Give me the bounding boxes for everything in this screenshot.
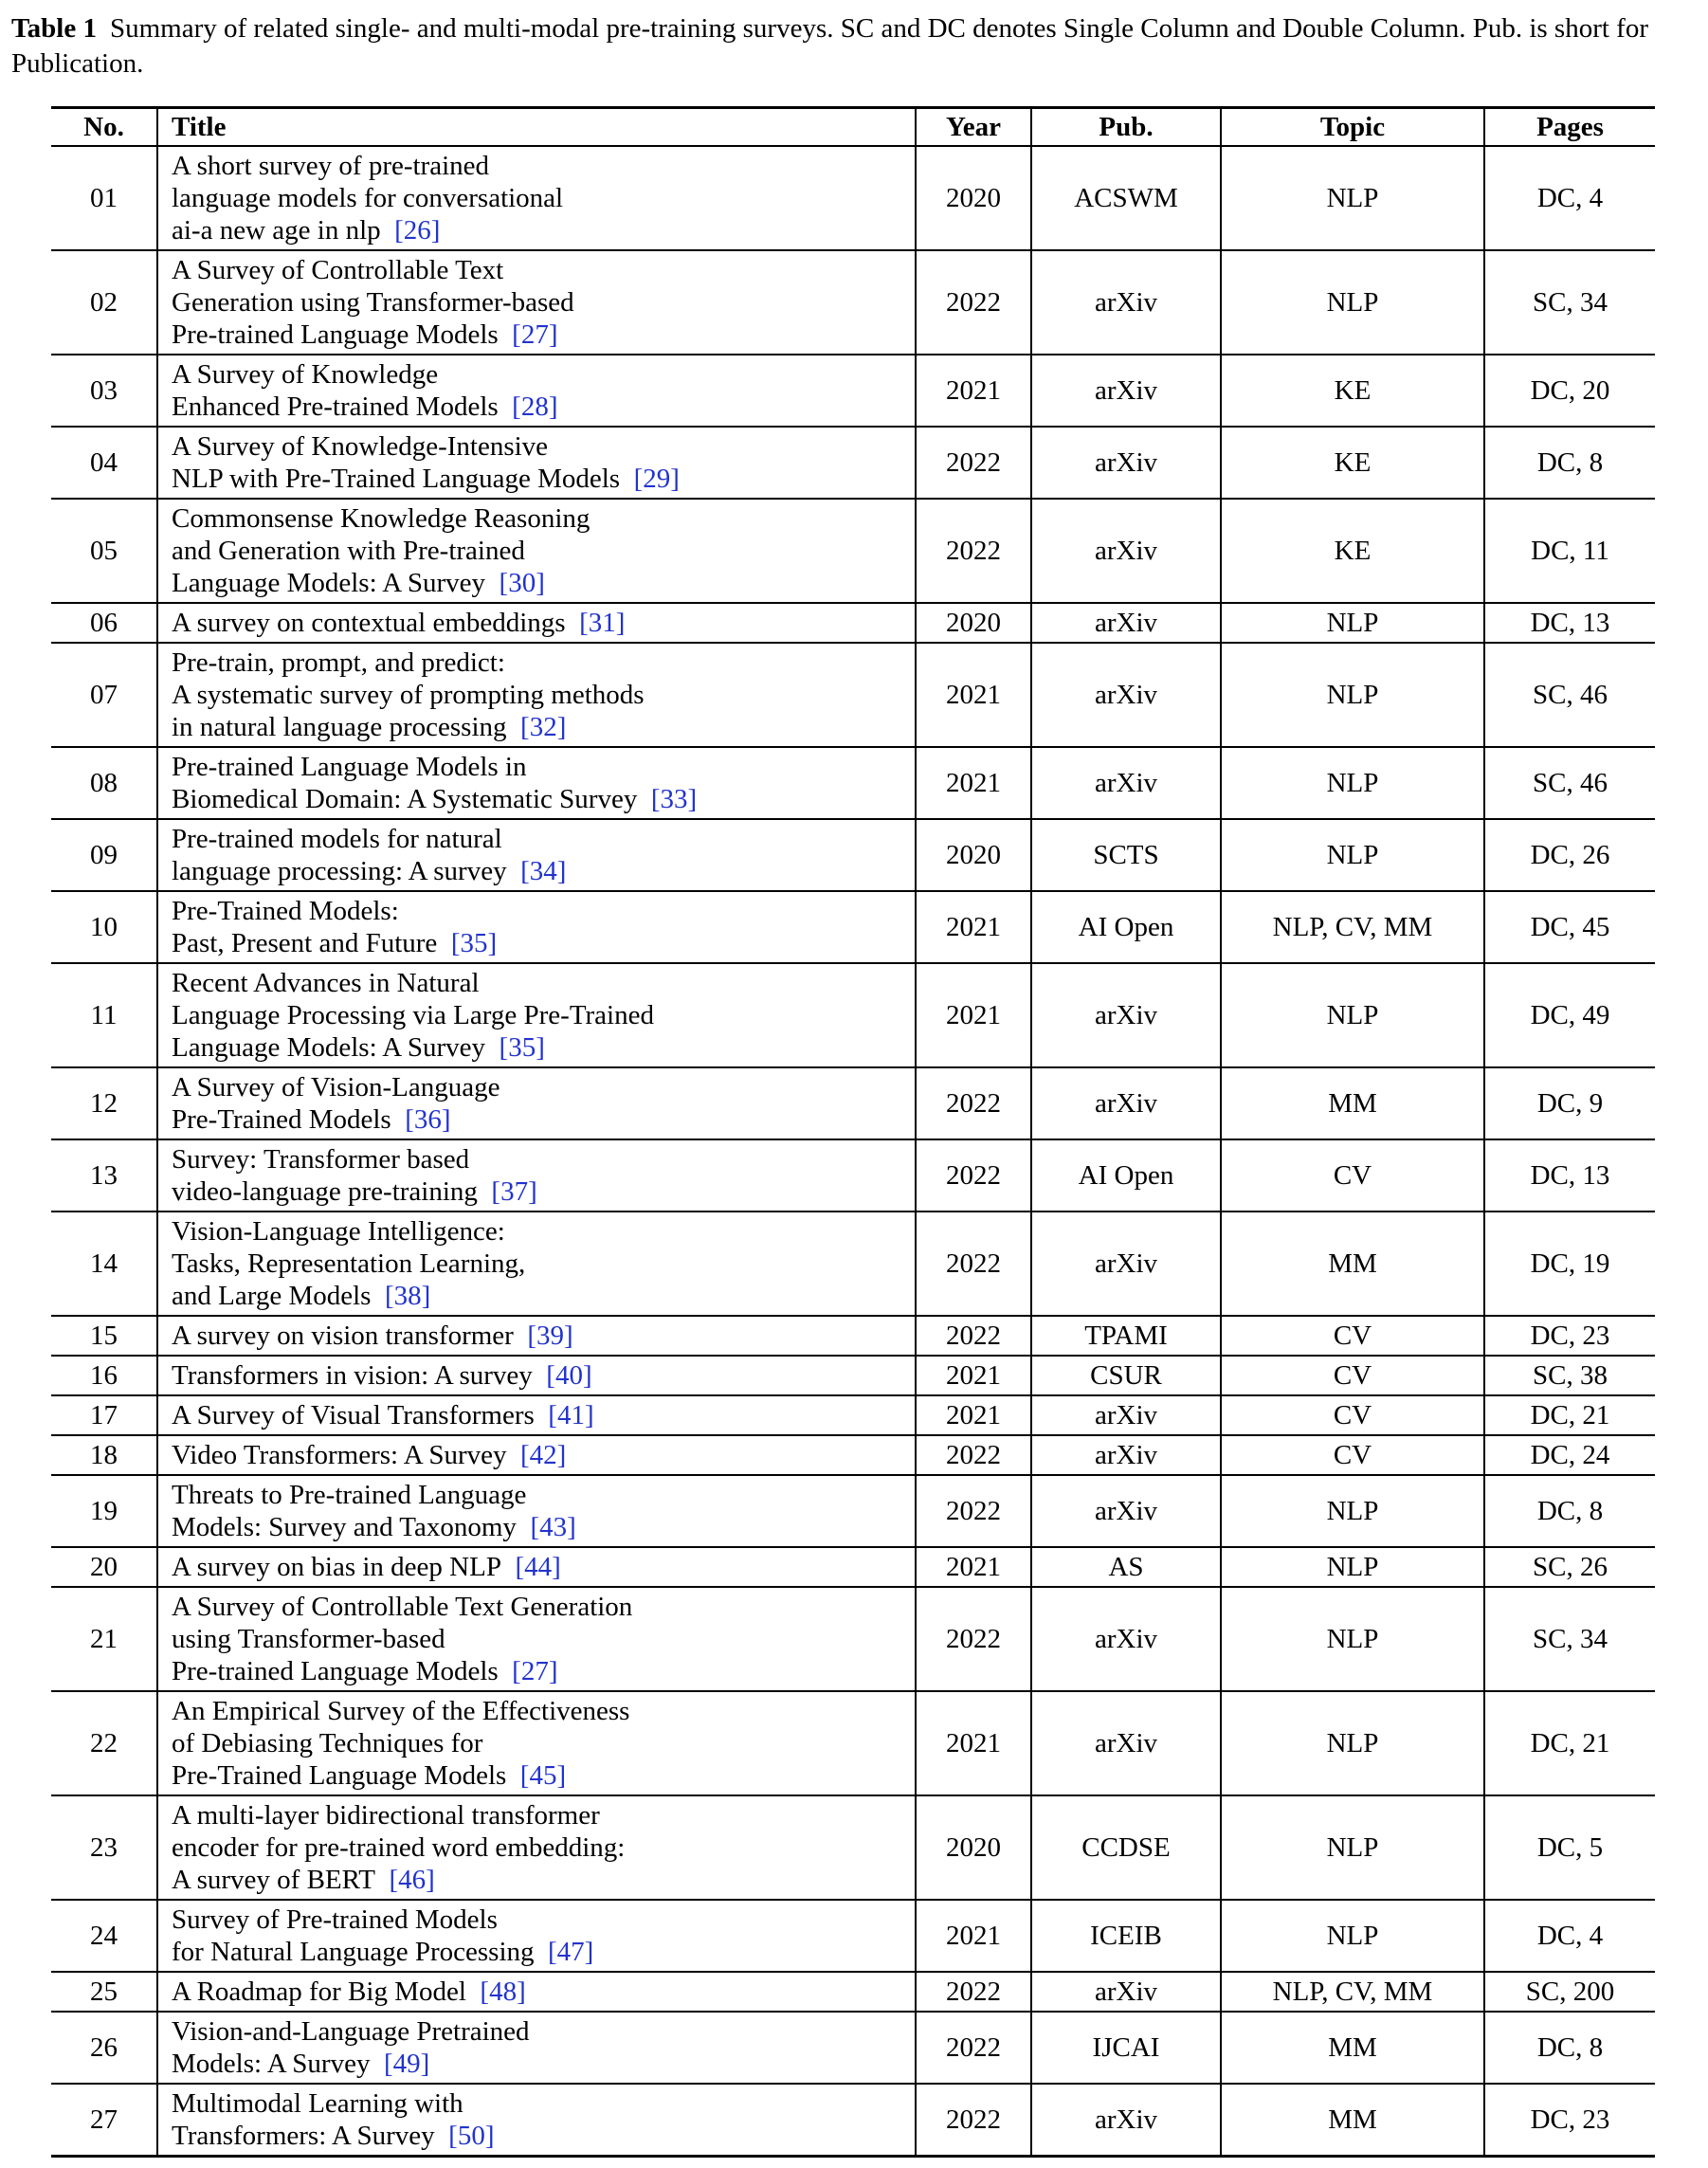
citation-link[interactable]: [38] [384,1281,431,1311]
title-line: A Survey of Controllable Text Generation [172,1592,633,1622]
title-line: video-language pre-training [37] [172,1176,537,1207]
pages-cell: DC, 13 [1484,1139,1655,1212]
citation-link[interactable]: [36] [405,1104,451,1135]
row-number: 24 [51,1900,157,1972]
pub-cell: SCTS [1031,819,1221,891]
pages-cell: SC, 26 [1484,1547,1655,1587]
surveys-table [51,106,1655,2158]
title-line: A Roadmap for Big Model [48] [172,1977,526,2007]
table-row [51,1067,1655,1139]
table-row [51,1972,1655,2012]
title-line: Pre-trained Language Models [27] [172,319,558,350]
title-line: Survey of Pre-trained Models [172,1904,498,1935]
table-caption-text: Summary of related single- and multi-modal pre-training surveys. SC and DC denotes Single Column and Double Column. Pub. is short for Publication. [11,13,1648,79]
year-cell: 2021 [916,891,1031,963]
paper-title-cell [157,250,916,355]
header-title: Title [157,108,916,147]
title-line: using Transformer-based [172,1624,445,1654]
year-cell: 2021 [916,1900,1031,1972]
citation-link[interactable]: [30] [499,568,545,598]
year-cell: 2022 [916,1972,1031,2012]
topic-cell: NLP [1221,963,1484,1067]
pages-cell: DC, 45 [1484,891,1655,963]
title-line: language processing: A survey [34] [172,856,567,886]
year-cell: 2020 [916,146,1031,250]
pub-cell: arXiv [1031,603,1221,643]
year-cell: 2021 [916,1356,1031,1395]
year-cell: 2022 [916,1212,1031,1316]
row-number: 17 [51,1395,157,1435]
topic-cell: NLP [1221,250,1484,355]
row-number: 23 [51,1795,157,1900]
table-row [51,1547,1655,1587]
title-line: A multi-layer bidirectional transformer [172,1800,600,1831]
pages-cell: DC, 23 [1484,1316,1655,1356]
topic-cell: NLP [1221,1587,1484,1691]
title-line: A survey on vision transformer [39] [172,1321,573,1351]
topic-cell: KE [1221,355,1484,427]
year-cell: 2021 [916,355,1031,427]
table-row [51,1356,1655,1395]
table-row [51,499,1655,603]
header-topic: Topic [1221,108,1484,147]
title-line: Transformers: A Survey [50] [172,2121,495,2151]
paper-title-cell [157,1316,916,1356]
header-year: Year [916,108,1031,147]
table-row [51,1139,1655,1212]
pages-cell: DC, 49 [1484,963,1655,1067]
title-line: A short survey of pre-trained [172,151,490,181]
topic-cell: CV [1221,1395,1484,1435]
row-number: 15 [51,1316,157,1356]
row-number: 03 [51,355,157,427]
pub-cell: arXiv [1031,1395,1221,1435]
pub-cell: CSUR [1031,1356,1221,1395]
table-caption-label: Table 1 [11,13,97,44]
title-line: Pre-Trained Models [36] [172,1104,451,1135]
title-line: Commonsense Knowledge Reasoning [172,503,591,534]
table-row [51,2012,1655,2084]
row-number: 08 [51,747,157,819]
pages-cell: DC, 8 [1484,1475,1655,1547]
title-line: in natural language processing [32] [172,712,567,742]
year-cell: 2020 [916,603,1031,643]
pages-cell: DC, 4 [1484,146,1655,250]
citation-link[interactable]: [27] [512,1656,558,1686]
table-row [51,1316,1655,1356]
year-cell: 2022 [916,2012,1031,2084]
year-cell: 2022 [916,1435,1031,1475]
table-row [51,1691,1655,1795]
title-line: Video Transformers: A Survey [42] [172,1440,567,1470]
row-number: 22 [51,1691,157,1795]
table-row [51,146,1655,250]
paper-title-cell [157,747,916,819]
title-line: A Survey of Controllable Text [172,255,504,285]
pub-cell: AI Open [1031,891,1221,963]
pub-cell: arXiv [1031,355,1221,427]
table-row [51,1395,1655,1435]
paper-title-cell [157,499,916,603]
citation-link[interactable]: [40] [546,1360,592,1391]
title-line: Tasks, Representation Learning, [172,1248,526,1279]
title-line: Language Processing via Large Pre-Trained [172,1000,654,1030]
citation-link[interactable]: [41] [548,1400,594,1430]
table-row [51,2084,1655,2157]
paper-title-cell [157,2084,916,2157]
title-line: and Large Models [38] [172,1281,431,1311]
title-line: Pre-trained models for natural [172,824,502,854]
table-row [51,891,1655,963]
paper-title-cell [157,1356,916,1395]
row-number: 20 [51,1547,157,1587]
citation-link[interactable]: [34] [520,856,567,886]
citation-link[interactable]: [42] [520,1440,567,1470]
table-row [51,1475,1655,1547]
title-line: of Debiasing Techniques for [172,1728,483,1758]
pages-cell: DC, 5 [1484,1795,1655,1900]
topic-cell: NLP [1221,146,1484,250]
citation-link[interactable]: [27] [512,319,558,350]
table-row [51,747,1655,819]
title-line: Pre-trained Language Models in [172,752,527,782]
row-number: 27 [51,2084,157,2157]
table-row [51,819,1655,891]
table-row [51,355,1655,427]
title-line: for Natural Language Processing [47] [172,1937,594,1967]
paper-title-cell [157,963,916,1067]
citation-link[interactable]: [35] [450,928,498,958]
table-row [51,1212,1655,1316]
pub-cell: ICEIB [1031,1900,1221,1972]
pages-cell: DC, 21 [1484,1395,1655,1435]
year-cell: 2022 [916,1475,1031,1547]
paper-title-cell [157,1435,916,1475]
pages-cell: DC, 23 [1484,2084,1655,2157]
pages-cell: SC, 46 [1484,747,1655,819]
pub-cell: arXiv [1031,2084,1221,2157]
topic-cell: CV [1221,1435,1484,1475]
citation-link[interactable]: [49] [383,2049,430,2079]
citation-link[interactable]: [44] [515,1552,561,1582]
paper-title-cell [157,1395,916,1435]
paper-title-cell [157,1212,916,1316]
year-cell: 2022 [916,499,1031,603]
row-number: 02 [51,250,157,355]
row-number: 14 [51,1212,157,1316]
row-number: 07 [51,643,157,747]
table-row [51,603,1655,643]
pages-cell: SC, 34 [1484,1587,1655,1691]
pages-cell: SC, 46 [1484,643,1655,747]
title-line: Models: Survey and Taxonomy [43] [172,1512,576,1542]
year-cell: 2021 [916,1395,1031,1435]
table-row [51,1587,1655,1691]
topic-cell: NLP [1221,819,1484,891]
title-line: Transformers in vision: A survey [40] [172,1360,592,1391]
pub-cell: arXiv [1031,499,1221,603]
topic-cell: NLP [1221,1795,1484,1900]
citation-link[interactable]: [35] [499,1032,545,1063]
paper-title-cell [157,1972,916,2012]
title-line: Language Models: A Survey [30] [172,568,545,598]
title-line: NLP with Pre-Trained Language Models [29] [172,464,680,494]
year-cell: 2022 [916,1139,1031,1212]
citation-link[interactable]: [50] [448,2121,495,2151]
title-line: Survey: Transformer based [172,1144,470,1175]
row-number: 10 [51,891,157,963]
topic-cell: MM [1221,2084,1484,2157]
year-cell: 2021 [916,963,1031,1067]
pages-cell: SC, 38 [1484,1356,1655,1395]
year-cell: 2021 [916,1691,1031,1795]
header-pub: Pub. [1031,108,1221,147]
pages-cell: DC, 11 [1484,499,1655,603]
row-number: 04 [51,427,157,499]
topic-cell: NLP [1221,747,1484,819]
row-number: 05 [51,499,157,603]
title-line: Pre-trained Language Models [27] [172,1656,558,1686]
header-pages: Pages [1484,108,1655,147]
pages-cell: SC, 200 [1484,1972,1655,2012]
table-body [51,146,1655,2157]
year-cell: 2022 [916,1587,1031,1691]
citation-link[interactable]: [43] [530,1512,576,1542]
pub-cell: CCDSE [1031,1795,1221,1900]
pages-cell: DC, 4 [1484,1900,1655,1972]
paper-title-cell [157,1547,916,1587]
row-number: 11 [51,963,157,1067]
title-line: A Survey of Visual Transformers [41] [172,1400,594,1430]
pub-cell: arXiv [1031,1212,1221,1316]
title-line: Pre-Trained Language Models [45] [172,1760,567,1791]
pub-cell: ACSWM [1031,146,1221,250]
table-head [51,108,1655,147]
topic-cell: NLP, CV, MM [1221,891,1484,963]
year-cell: 2021 [916,747,1031,819]
paper-title-cell [157,819,916,891]
title-line: Pre-Trained Models: [172,896,399,926]
citation-link[interactable]: [46] [389,1865,435,1895]
citation-link[interactable]: [45] [519,1760,567,1791]
row-number: 21 [51,1587,157,1691]
year-cell: 2022 [916,250,1031,355]
table-caption [11,11,1695,82]
pub-cell: arXiv [1031,1067,1221,1139]
header-no: No. [51,108,157,147]
pages-cell: DC, 19 [1484,1212,1655,1316]
year-cell: 2021 [916,1547,1031,1587]
table-row [51,250,1655,355]
paper-title-cell [157,1067,916,1139]
topic-cell: MM [1221,2012,1484,2084]
topic-cell: KE [1221,427,1484,499]
table-row [51,427,1655,499]
pages-cell: DC, 26 [1484,819,1655,891]
pub-cell: TPAMI [1031,1316,1221,1356]
title-line: A survey on bias in deep NLP [44] [172,1552,561,1582]
pub-cell: arXiv [1031,1691,1221,1795]
pages-cell: DC, 24 [1484,1435,1655,1475]
title-line: Models: A Survey [49] [172,2049,430,2079]
pub-cell: AS [1031,1547,1221,1587]
paper-title-cell [157,1475,916,1547]
paper-title-cell [157,146,916,250]
topic-cell: MM [1221,1212,1484,1316]
title-line: A Survey of Knowledge-Intensive [172,431,549,462]
year-cell: 2022 [916,1067,1031,1139]
title-line: ai-a new age in nlp [26] [172,215,441,246]
title-line: A Survey of Knowledge [172,359,439,390]
year-cell: 2022 [916,427,1031,499]
row-number: 25 [51,1972,157,2012]
topic-cell: CV [1221,1356,1484,1395]
row-number: 16 [51,1356,157,1395]
title-line: Biomedical Domain: A Systematic Survey [33] [172,784,698,814]
table-row [51,1900,1655,1972]
pub-cell: arXiv [1031,1587,1221,1691]
citation-link[interactable]: [39] [527,1321,573,1351]
title-line: and Generation with Pre-trained [172,536,525,566]
row-number: 26 [51,2012,157,2084]
title-line: Vision-and-Language Pretrained [172,2016,530,2047]
table-header-row [51,108,1655,147]
title-line: An Empirical Survey of the Effectiveness [172,1696,630,1726]
table-row [51,1795,1655,1900]
pub-cell: AI Open [1031,1139,1221,1212]
citation-link[interactable]: [26] [394,215,441,246]
title-line: Past, Present and Future [35] [172,928,498,958]
paper-title-cell [157,643,916,747]
topic-cell: NLP [1221,1475,1484,1547]
year-cell: 2022 [916,2084,1031,2157]
pub-cell: arXiv [1031,747,1221,819]
row-number: 13 [51,1139,157,1212]
pages-cell: SC, 34 [1484,250,1655,355]
title-line: Language Models: A Survey [35] [172,1032,545,1063]
paper-title-cell [157,1691,916,1795]
paper-title-cell [157,355,916,427]
pages-cell: DC, 8 [1484,2012,1655,2084]
topic-cell: CV [1221,1316,1484,1356]
pub-cell: arXiv [1031,1475,1221,1547]
pages-cell: DC, 20 [1484,355,1655,427]
pages-cell: DC, 9 [1484,1067,1655,1139]
title-line: A survey on contextual embeddings [31] [172,608,626,638]
year-cell: 2020 [916,1795,1031,1900]
citation-link[interactable]: [37] [491,1176,537,1207]
table-row [51,963,1655,1067]
title-line: Recent Advances in Natural [172,968,480,998]
pages-cell: DC, 21 [1484,1691,1655,1795]
pub-cell: IJCAI [1031,2012,1221,2084]
title-line: Generation using Transformer-based [172,287,574,318]
row-number: 18 [51,1435,157,1475]
row-number: 06 [51,603,157,643]
citation-link[interactable]: [29] [633,464,680,494]
pub-cell: arXiv [1031,643,1221,747]
title-line: encoder for pre-trained word embedding: [172,1832,626,1863]
citation-link[interactable]: [28] [512,392,558,422]
year-cell: 2020 [916,819,1031,891]
pub-cell: arXiv [1031,1435,1221,1475]
topic-cell: KE [1221,499,1484,603]
title-line: A systematic survey of prompting methods [172,680,645,710]
topic-cell: NLP [1221,1900,1484,1972]
topic-cell: NLP [1221,643,1484,747]
pages-cell: DC, 8 [1484,427,1655,499]
citation-link[interactable]: [33] [650,784,698,814]
pub-cell: arXiv [1031,250,1221,355]
paper-title-cell [157,1587,916,1691]
pub-cell: arXiv [1031,1972,1221,2012]
pub-cell: arXiv [1031,963,1221,1067]
row-number: 19 [51,1475,157,1547]
topic-cell: CV [1221,1139,1484,1212]
pages-cell: DC, 13 [1484,603,1655,643]
paper-title-cell [157,427,916,499]
title-line: Enhanced Pre-trained Models [28] [172,392,558,422]
citation-link[interactable]: [31] [579,608,626,638]
topic-cell: MM [1221,1067,1484,1139]
year-cell: 2021 [916,643,1031,747]
title-line: language models for conversational [172,183,564,213]
table-row [51,1435,1655,1475]
citation-link[interactable]: [32] [520,712,567,742]
topic-cell: NLP [1221,1547,1484,1587]
title-line: Vision-Language Intelligence: [172,1216,505,1247]
topic-cell: NLP [1221,1691,1484,1795]
paper-title-cell [157,2012,916,2084]
row-number: 01 [51,146,157,250]
row-number: 09 [51,819,157,891]
paper-title-cell [157,1139,916,1212]
title-line: Multimodal Learning with [172,2088,463,2119]
citation-link[interactable]: [47] [548,1937,594,1967]
topic-cell: NLP [1221,603,1484,643]
row-number: 12 [51,1067,157,1139]
title-line: A survey of BERT [46] [172,1865,435,1895]
topic-cell: NLP, CV, MM [1221,1972,1484,2012]
paper-title-cell [157,1795,916,1900]
table-row [51,643,1655,747]
title-line: Threats to Pre-trained Language [172,1480,527,1510]
citation-link[interactable]: [48] [480,1977,526,2007]
title-line: Pre-train, prompt, and predict: [172,647,505,678]
title-line: A Survey of Vision-Language [172,1072,500,1102]
pub-cell: arXiv [1031,427,1221,499]
paper-title-cell [157,603,916,643]
paper-title-cell [157,1900,916,1972]
year-cell: 2022 [916,1316,1031,1356]
paper-title-cell [157,891,916,963]
